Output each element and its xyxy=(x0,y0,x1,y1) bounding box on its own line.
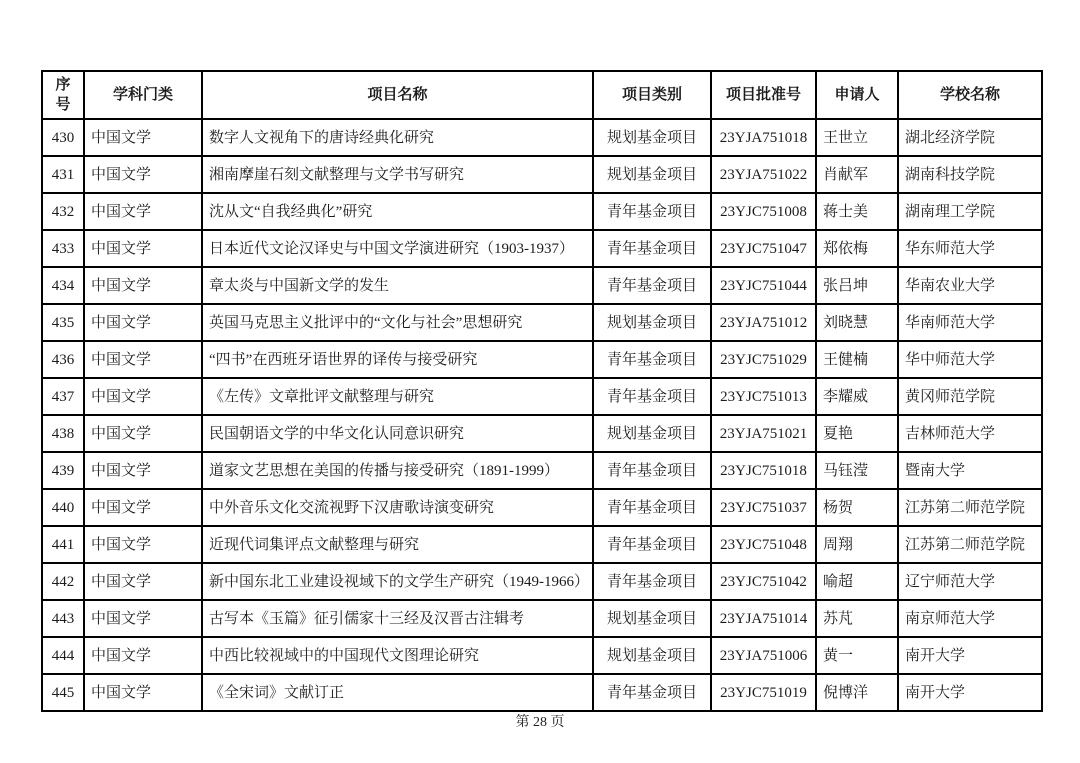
cell-school: 南京师范大学 xyxy=(898,600,1042,637)
table-row xyxy=(42,415,1042,452)
cell-title: “四书”在西班牙语世界的译传与接受研究 xyxy=(202,341,593,378)
cell-applicant: 李耀威 xyxy=(816,378,898,415)
cell-no: 444 xyxy=(42,637,84,674)
cell-no: 436 xyxy=(42,341,84,378)
cell-school: 吉林师范大学 xyxy=(898,415,1042,452)
cell-school: 华东师范大学 xyxy=(898,230,1042,267)
cell-applicant: 马钰滢 xyxy=(816,452,898,489)
cell-grant_no: 23YJC751047 xyxy=(711,230,816,267)
table-row xyxy=(42,193,1042,230)
cell-discipline: 中国文学 xyxy=(84,267,202,304)
cell-school: 辽宁师范大学 xyxy=(898,563,1042,600)
cell-discipline: 中国文学 xyxy=(84,452,202,489)
cell-title: 《全宋词》文献订正 xyxy=(202,674,593,711)
cell-title: 新中国东北工业建设视域下的文学生产研究（1949-1966） xyxy=(202,563,593,600)
table-row xyxy=(42,378,1042,415)
cell-discipline: 中国文学 xyxy=(84,637,202,674)
cell-category: 规划基金项目 xyxy=(593,415,711,452)
cell-no: 438 xyxy=(42,415,84,452)
cell-discipline: 中国文学 xyxy=(84,600,202,637)
cell-title: 沈从文“自我经典化”研究 xyxy=(202,193,593,230)
cell-category: 青年基金项目 xyxy=(593,452,711,489)
cell-school: 华中师范大学 xyxy=(898,341,1042,378)
table-row xyxy=(42,304,1042,341)
page-number: 第 28 页 xyxy=(515,715,565,730)
cell-school: 江苏第二师范学院 xyxy=(898,526,1042,563)
column-header-school: 学校名称 xyxy=(898,71,1042,119)
table-row xyxy=(42,674,1042,711)
cell-applicant: 喻超 xyxy=(816,563,898,600)
table-row xyxy=(42,119,1042,156)
table-row xyxy=(42,156,1042,193)
cell-no: 435 xyxy=(42,304,84,341)
cell-applicant: 刘晓慧 xyxy=(816,304,898,341)
cell-title: 章太炎与中国新文学的发生 xyxy=(202,267,593,304)
cell-title: 中外音乐文化交流视野下汉唐歌诗演变研究 xyxy=(202,489,593,526)
table-row xyxy=(42,452,1042,489)
cell-title: 日本近代文论汉译史与中国文学演进研究（1903-1937） xyxy=(202,230,593,267)
cell-category: 规划基金项目 xyxy=(593,156,711,193)
cell-title: 民国朝语文学的中华文化认同意识研究 xyxy=(202,415,593,452)
table-row xyxy=(42,267,1042,304)
cell-title: 道家文艺思想在美国的传播与接受研究（1891-1999） xyxy=(202,452,593,489)
cell-category: 青年基金项目 xyxy=(593,378,711,415)
cell-grant_no: 23YJC751029 xyxy=(711,341,816,378)
cell-applicant: 蒋士美 xyxy=(816,193,898,230)
cell-no: 437 xyxy=(42,378,84,415)
cell-school: 湖南科技学院 xyxy=(898,156,1042,193)
cell-school: 湖南理工学院 xyxy=(898,193,1042,230)
table-row xyxy=(42,600,1042,637)
cell-applicant: 王世立 xyxy=(816,119,898,156)
cell-discipline: 中国文学 xyxy=(84,193,202,230)
cell-grant_no: 23YJC751013 xyxy=(711,378,816,415)
cell-applicant: 黄一 xyxy=(816,637,898,674)
cell-category: 青年基金项目 xyxy=(593,230,711,267)
table-body xyxy=(42,119,1042,711)
table-row xyxy=(42,526,1042,563)
cell-title: 湘南摩崖石刻文献整理与文学书写研究 xyxy=(202,156,593,193)
cell-applicant: 夏艳 xyxy=(816,415,898,452)
cell-discipline: 中国文学 xyxy=(84,230,202,267)
cell-title: 数字人文视角下的唐诗经典化研究 xyxy=(202,119,593,156)
table-row xyxy=(42,230,1042,267)
cell-no: 443 xyxy=(42,600,84,637)
cell-no: 440 xyxy=(42,489,84,526)
cell-no: 432 xyxy=(42,193,84,230)
cell-title: 英国马克思主义批评中的“文化与社会”思想研究 xyxy=(202,304,593,341)
cell-discipline: 中国文学 xyxy=(84,415,202,452)
cell-grant_no: 23YJC751019 xyxy=(711,674,816,711)
cell-discipline: 中国文学 xyxy=(84,489,202,526)
cell-discipline: 中国文学 xyxy=(84,341,202,378)
cell-grant_no: 23YJC751018 xyxy=(711,452,816,489)
cell-school: 暨南大学 xyxy=(898,452,1042,489)
cell-no: 439 xyxy=(42,452,84,489)
cell-discipline: 中国文学 xyxy=(84,156,202,193)
cell-category: 规划基金项目 xyxy=(593,637,711,674)
cell-grant_no: 23YJA751006 xyxy=(711,637,816,674)
cell-no: 441 xyxy=(42,526,84,563)
cell-school: 华南农业大学 xyxy=(898,267,1042,304)
table-row xyxy=(42,489,1042,526)
cell-applicant: 苏芃 xyxy=(816,600,898,637)
cell-grant_no: 23YJC751044 xyxy=(711,267,816,304)
cell-discipline: 中国文学 xyxy=(84,378,202,415)
cell-category: 规划基金项目 xyxy=(593,304,711,341)
cell-discipline: 中国文学 xyxy=(84,304,202,341)
cell-no: 434 xyxy=(42,267,84,304)
cell-applicant: 杨贺 xyxy=(816,489,898,526)
cell-grant_no: 23YJA751021 xyxy=(711,415,816,452)
column-header-applicant: 申请人 xyxy=(816,71,898,119)
table-row xyxy=(42,637,1042,674)
cell-discipline: 中国文学 xyxy=(84,563,202,600)
cell-category: 青年基金项目 xyxy=(593,674,711,711)
column-header-category: 项目类别 xyxy=(593,71,711,119)
cell-category: 青年基金项目 xyxy=(593,193,711,230)
column-header-grant_no: 项目批准号 xyxy=(711,71,816,119)
cell-school: 南开大学 xyxy=(898,637,1042,674)
cell-applicant: 倪博洋 xyxy=(816,674,898,711)
table-row xyxy=(42,341,1042,378)
cell-applicant: 张吕坤 xyxy=(816,267,898,304)
cell-title: 中西比较视域中的中国现代文图理论研究 xyxy=(202,637,593,674)
cell-category: 规划基金项目 xyxy=(593,119,711,156)
cell-category: 青年基金项目 xyxy=(593,489,711,526)
table-row xyxy=(42,563,1042,600)
cell-category: 青年基金项目 xyxy=(593,341,711,378)
cell-title: 古写本《玉篇》征引儒家十三经及汉晋古注辑考 xyxy=(202,600,593,637)
cell-no: 442 xyxy=(42,563,84,600)
cell-applicant: 郑依梅 xyxy=(816,230,898,267)
grants-table xyxy=(41,70,1043,712)
cell-applicant: 王健楠 xyxy=(816,341,898,378)
cell-school: 黄冈师范学院 xyxy=(898,378,1042,415)
cell-school: 南开大学 xyxy=(898,674,1042,711)
cell-grant_no: 23YJA751012 xyxy=(711,304,816,341)
table-header-row xyxy=(42,71,1042,119)
cell-school: 江苏第二师范学院 xyxy=(898,489,1042,526)
cell-grant_no: 23YJC751008 xyxy=(711,193,816,230)
cell-discipline: 中国文学 xyxy=(84,526,202,563)
cell-school: 湖北经济学院 xyxy=(898,119,1042,156)
cell-grant_no: 23YJC751048 xyxy=(711,526,816,563)
cell-title: 近现代词集评点文献整理与研究 xyxy=(202,526,593,563)
cell-grant_no: 23YJA751018 xyxy=(711,119,816,156)
cell-grant_no: 23YJC751037 xyxy=(711,489,816,526)
cell-no: 430 xyxy=(42,119,84,156)
cell-category: 青年基金项目 xyxy=(593,563,711,600)
cell-applicant: 周翔 xyxy=(816,526,898,563)
cell-grant_no: 23YJC751042 xyxy=(711,563,816,600)
cell-no: 433 xyxy=(42,230,84,267)
cell-grant_no: 23YJA751014 xyxy=(711,600,816,637)
cell-no: 431 xyxy=(42,156,84,193)
column-header-title: 项目名称 xyxy=(202,71,593,119)
cell-discipline: 中国文学 xyxy=(84,674,202,711)
column-header-discipline: 学科门类 xyxy=(84,71,202,119)
column-header-no: 序号 xyxy=(42,71,84,119)
cell-category: 青年基金项目 xyxy=(593,526,711,563)
cell-discipline: 中国文学 xyxy=(84,119,202,156)
cell-applicant: 肖献军 xyxy=(816,156,898,193)
cell-category: 青年基金项目 xyxy=(593,267,711,304)
cell-school: 华南师范大学 xyxy=(898,304,1042,341)
cell-title: 《左传》文章批评文献整理与研究 xyxy=(202,378,593,415)
cell-no: 445 xyxy=(42,674,84,711)
table-header xyxy=(42,71,1042,119)
cell-category: 规划基金项目 xyxy=(593,600,711,637)
cell-grant_no: 23YJA751022 xyxy=(711,156,816,193)
